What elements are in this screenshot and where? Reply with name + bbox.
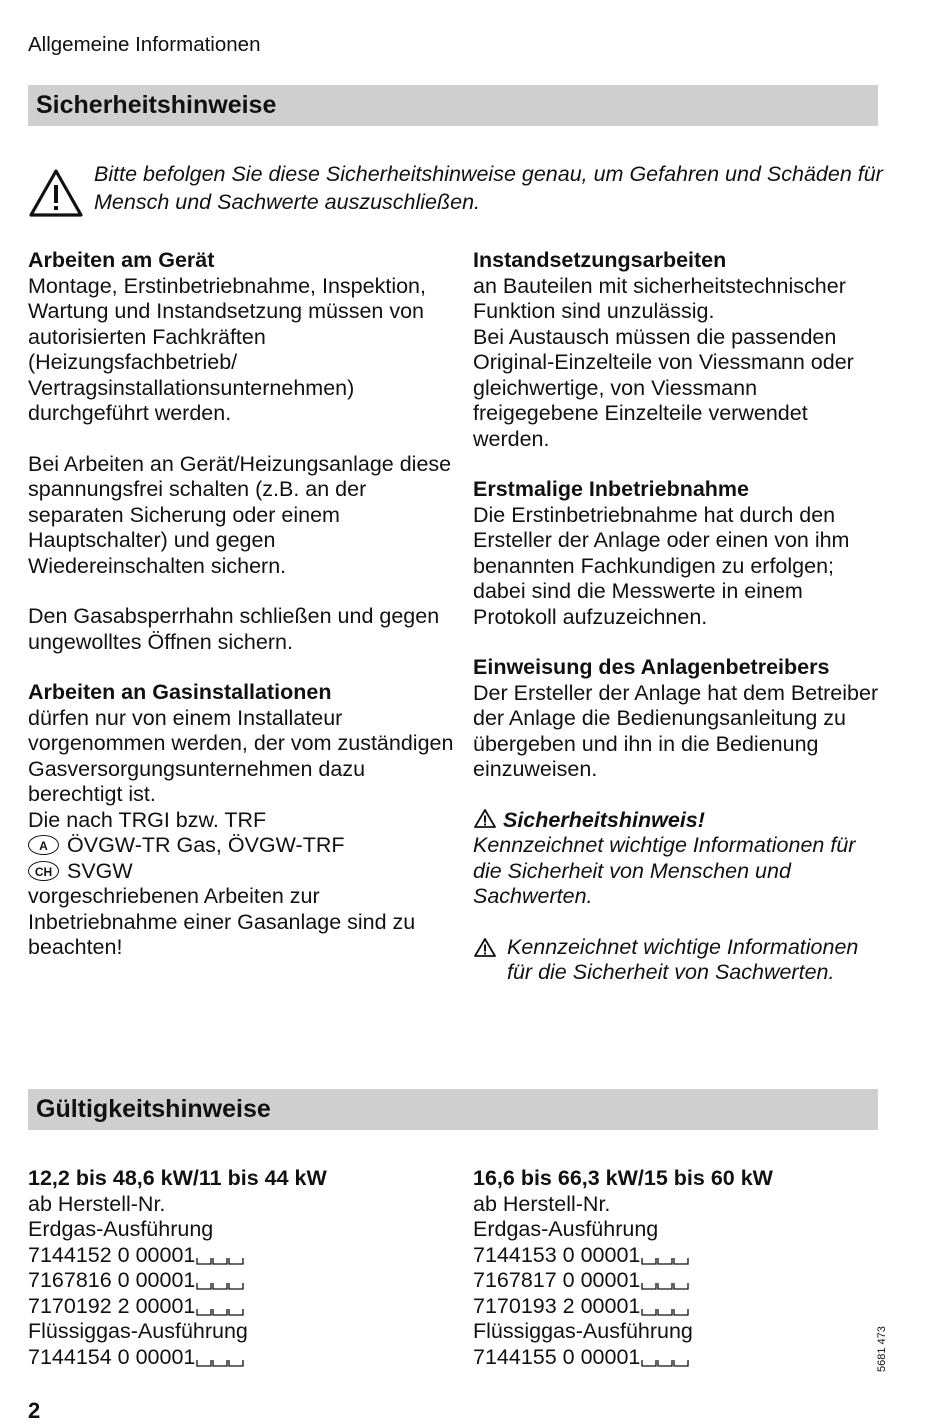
- validity-left-column: [28, 1166, 458, 1370]
- validity-right-lpg: Flüssiggas-Ausführung: [473, 1319, 693, 1343]
- validity-right-sub: ab Herstell-Nr.: [473, 1191, 611, 1216]
- page-number: 2: [28, 1398, 41, 1423]
- serial-number: 7144155 0 00001: [473, 1344, 641, 1369]
- power-off-text: Bei Arbeiten an Gerät/Heizungsanlage diese spannungsfrei schalten (z.B. an der separaten Sicherung oder einem Hauptschalter) und gegen Wiedereinschalten sichern.: [28, 451, 452, 578]
- repair-heading: Instandsetzungsarbeiten: [473, 248, 727, 272]
- serial-number: 7170193 2 00001: [473, 1293, 641, 1318]
- section-title-validity: Gültigkeitshinweise: [28, 1089, 878, 1130]
- serial-placeholder-icon: [641, 1356, 689, 1368]
- serial-number: 7167817 0 00001: [473, 1268, 641, 1292]
- validity-right-natural-gas: Erdgas-Ausführung: [473, 1217, 659, 1241]
- commissioning-heading: Erstmalige Inbetriebnahme: [473, 477, 749, 501]
- safety-note-heading: Sicherheitshinweis!: [502, 807, 705, 832]
- gas-installation-text: dürfen nur von einem Installateur vorgenommen werden, der vom zuständigen Gasversorgungsunternehmen dazu berechtigt ist.: [28, 705, 454, 806]
- serial-number: 7144153 0 00001: [473, 1242, 641, 1267]
- serial-number: 7144154 0 00001: [28, 1344, 196, 1369]
- page-header: Allgemeine Informationen: [28, 33, 261, 56]
- document-number: 5681 473: [876, 1326, 888, 1372]
- gas-valve-text: Den Gasabsperrhahn schließen und gegen ungewolltes Öffnen sichern.: [28, 604, 440, 654]
- warning-triangle-icon: [28, 168, 84, 218]
- serial-number: 7170192 2 00001: [28, 1293, 196, 1318]
- property-note-text: Kennzeichnet wichtige Informationen für die Sicherheit von Sachwerten.: [507, 934, 859, 984]
- safety-intro-text: Bitte befolgen Sie diese Sicherheitshinweise genau, um Gefahren und Schäden für Mensch und Sachwerte auszuschließen.: [94, 162, 883, 214]
- country-switzerland-icon: CH: [28, 861, 59, 881]
- safety-note-text: Kennzeichnet wichtige Informationen für die Sicherheit von Menschen und Sachwerten.: [473, 833, 856, 908]
- instruction-text: Der Ersteller der Anlage hat dem Betreiber der Anlage die Bedienungsanleitung zu übergeben und ihn in die Bedienung einzuweisen.: [473, 680, 879, 781]
- serial-placeholder-icon: [196, 1279, 244, 1291]
- validity-right-heading: 16,6 bis 66,3 kW/15 bis 60 kW: [473, 1166, 773, 1190]
- validity-left-lpg: Flüssiggas-Ausführung: [28, 1319, 248, 1343]
- work-on-device-text: Montage, Erstinbetriebnahme, Inspektion, Wartung und Instandsetzung müssen von autorisierten Fachkräften (Heizungsfachbetrieb/ Vertragsinstallationsunternehmen) durchgeführt werden.: [28, 273, 426, 425]
- safety-left-column: [28, 248, 458, 986]
- validity-left-sub: ab Herstell-Nr.: [28, 1191, 166, 1216]
- serial-placeholder-icon: [641, 1279, 689, 1291]
- validity-left-natural-gas: Erdgas-Ausführung: [28, 1217, 214, 1241]
- warning-triangle-icon: [473, 808, 497, 829]
- validity-right-column: [473, 1166, 903, 1370]
- repair-text-1: an Bauteilen mit sicherheitstechnischer Funktion sind unzulässig.: [473, 273, 846, 323]
- serial-placeholder-icon: [641, 1254, 689, 1266]
- gas-regulation-text: Die nach TRGI bzw. TRF: [28, 807, 267, 832]
- section-title-safety: Sicherheitshinweise: [28, 85, 878, 126]
- serial-number: 7144152 0 00001: [28, 1242, 196, 1267]
- safety-intro: [28, 160, 883, 220]
- repair-text-2: Bei Austausch müssen die passenden Original-Einzelteile von Viessmann oder gleichwertige, von Viessmann freigegebene Einzelteile verwendet werden.: [473, 324, 854, 451]
- validity-left-heading: 12,2 bis 48,6 kW/11 bis 44 kW: [28, 1166, 327, 1190]
- serial-placeholder-icon: [196, 1356, 244, 1368]
- warning-triangle-icon: [473, 937, 497, 958]
- switzerland-regulation: SVGW: [67, 858, 133, 883]
- serial-placeholder-icon: [641, 1305, 689, 1317]
- serial-number: 7167816 0 00001: [28, 1268, 196, 1292]
- commissioning-text: Die Erstinbetriebnahme hat durch den Ersteller der Anlage oder einen von ihm benannten Fachkundigen zu erfolgen; dabei sind die Messwerte in einem Protokoll aufzuzeichnen.: [473, 502, 850, 629]
- gas-installation-heading: Arbeiten an Gasinstallationen: [28, 680, 332, 704]
- austria-regulation: ÖVGW-TR Gas, ÖVGW-TRF: [67, 833, 345, 857]
- gas-regulation-tail: vorgeschriebenen Arbeiten zur Inbetriebnahme einer Gasanlage sind zu beachten!: [28, 884, 416, 959]
- work-on-device-heading: Arbeiten am Gerät: [28, 248, 215, 272]
- serial-placeholder-icon: [196, 1254, 244, 1266]
- country-austria-icon: A: [28, 835, 59, 855]
- instruction-heading: Einweisung des Anlagenbetreibers: [473, 655, 830, 679]
- safety-right-column: [473, 248, 883, 1011]
- serial-placeholder-icon: [196, 1305, 244, 1317]
